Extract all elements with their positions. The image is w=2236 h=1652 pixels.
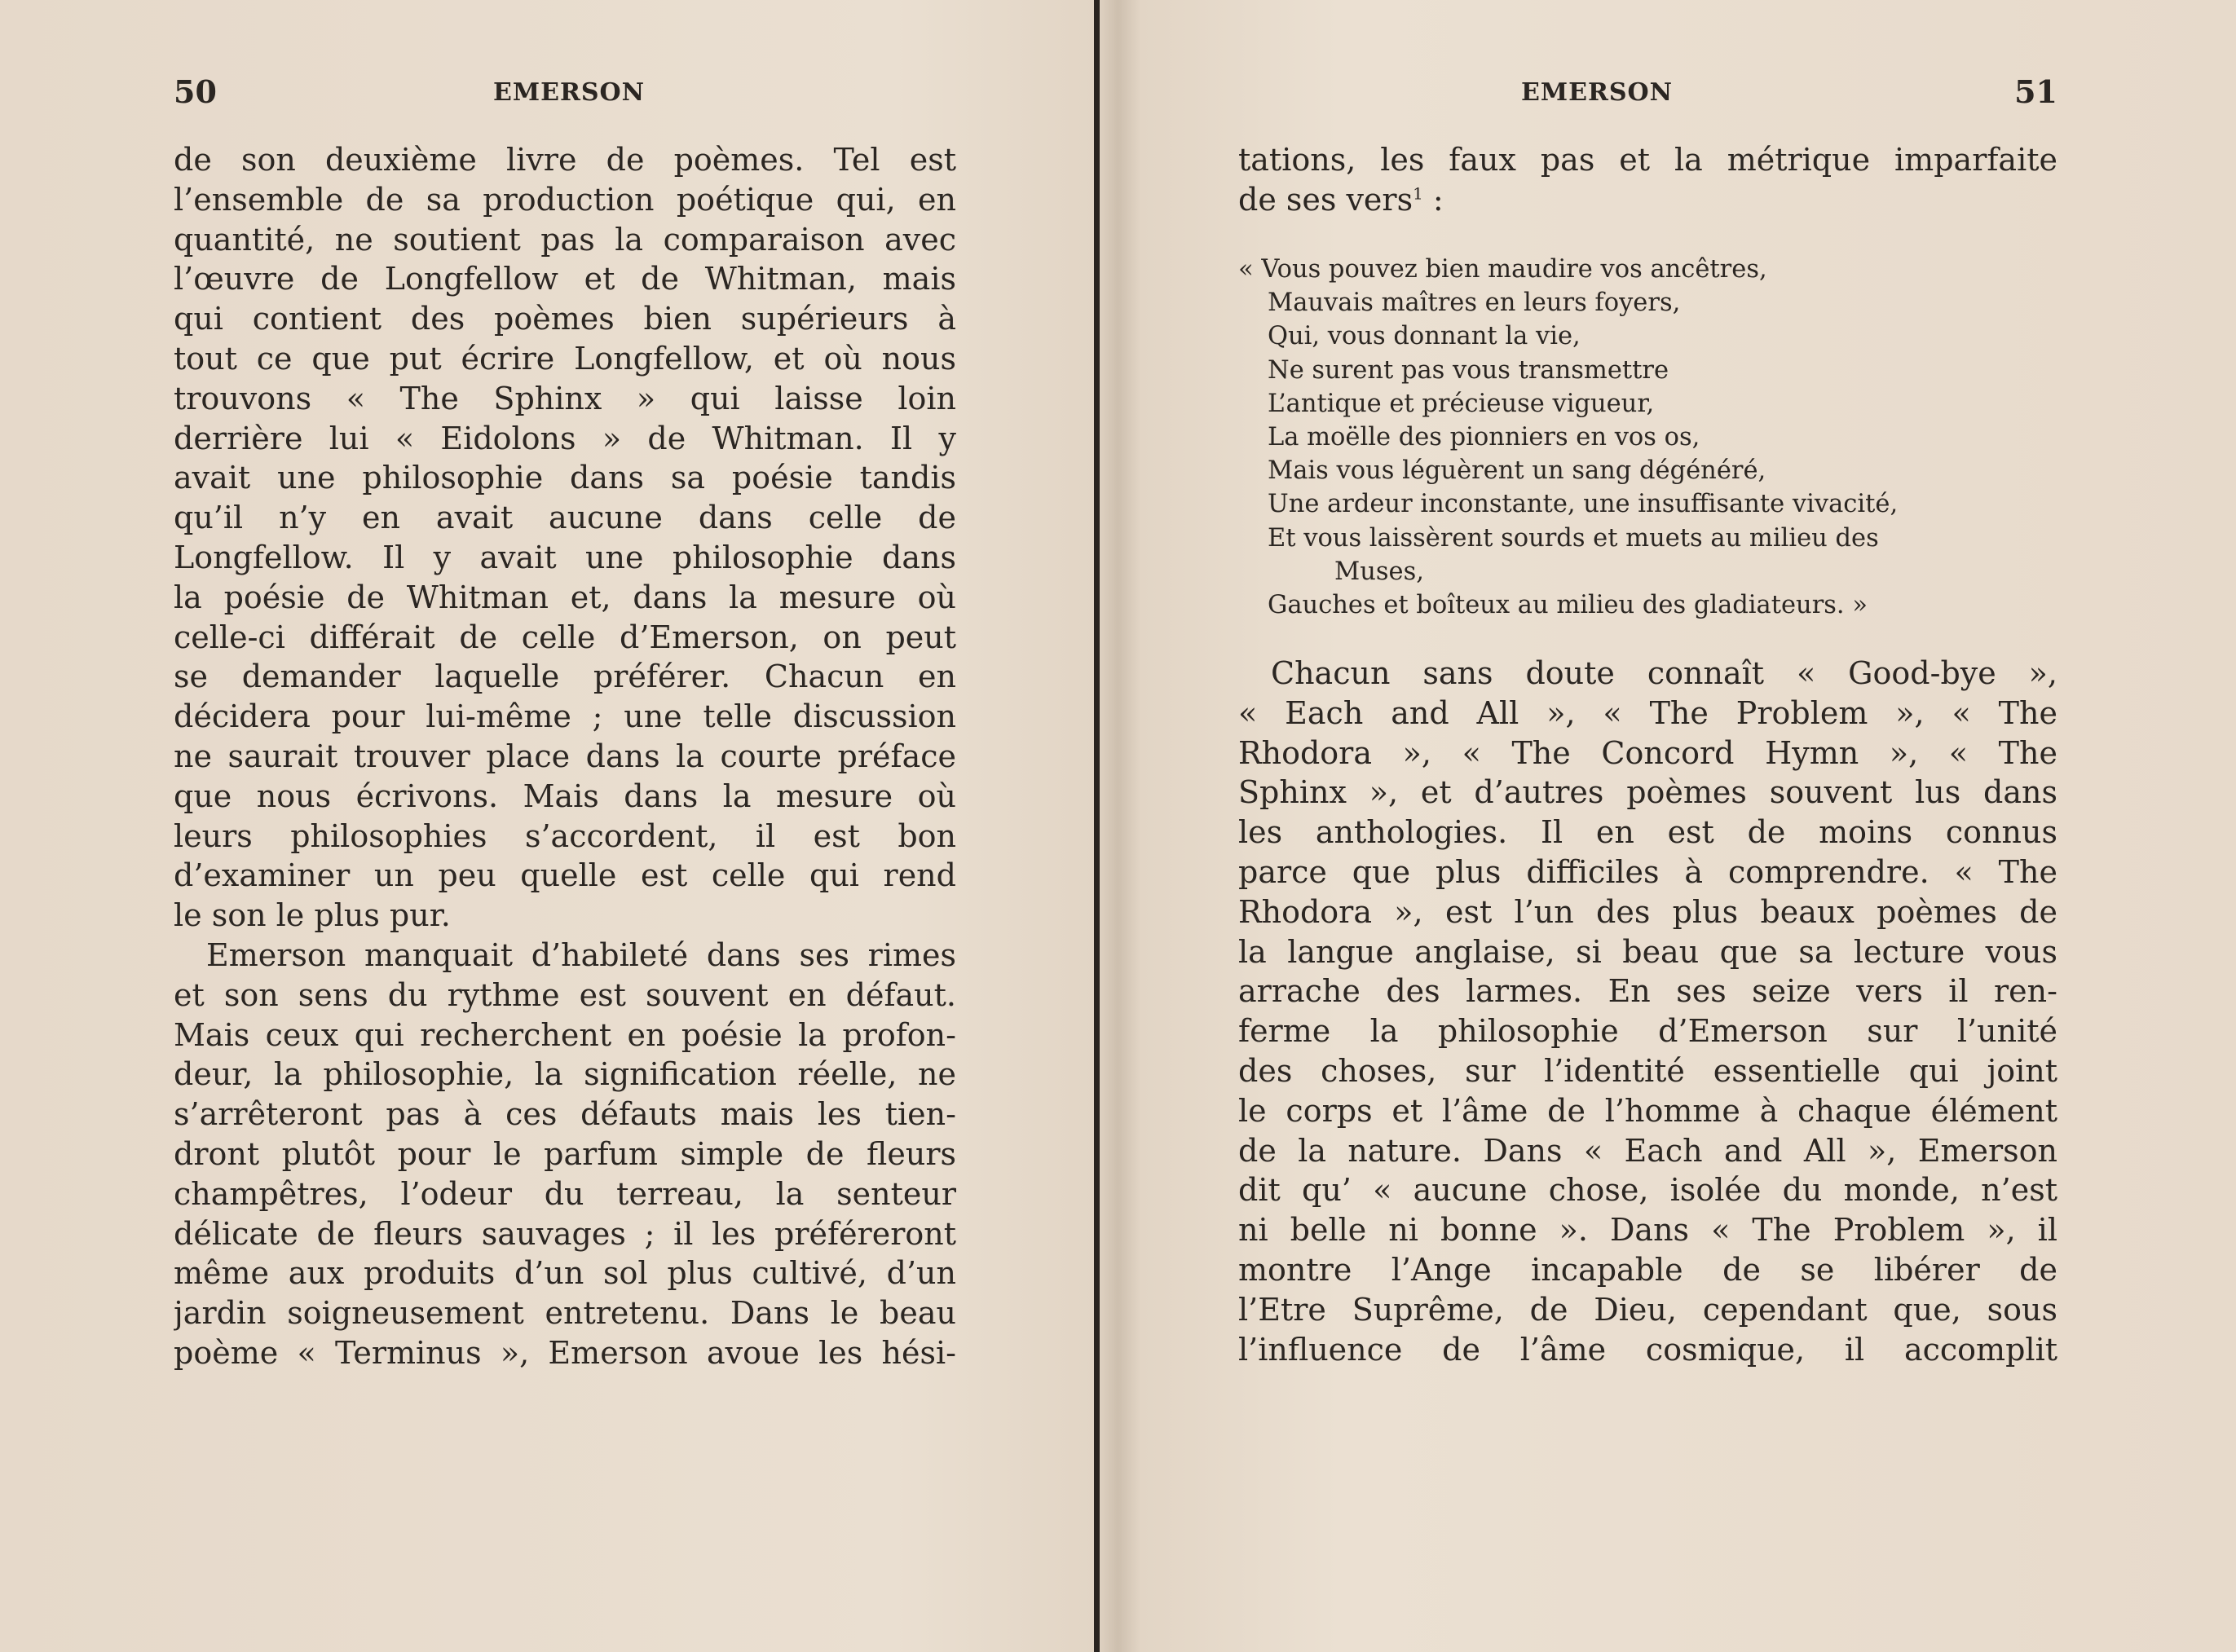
book-gutter xyxy=(1094,0,1100,1652)
text-line: l’ensemble de sa production poétique qui, en xyxy=(174,181,956,218)
verse-line: Et vous laissèrent sourds et muets au milieu des xyxy=(1268,523,1879,553)
text-line: Mais ceux qui recherchent en poésie la profon- xyxy=(174,1016,956,1053)
text-line: de la nature. Dans « Each and All », Emerson xyxy=(1238,1132,2057,1169)
verse-line: L’antique et précieuse vigueur, xyxy=(1268,389,1655,418)
running-head: EMERSON xyxy=(1521,78,1674,107)
text-line: l’influence de l’âme cosmique, il accomplit xyxy=(1238,1331,2057,1368)
verse-line: Muses, xyxy=(1334,557,1424,586)
text-line: de son deuxième livre de poèmes. Tel est xyxy=(174,142,956,178)
text-line: dront plutôt pour le parfum simple de fleurs xyxy=(174,1135,956,1172)
text-line xyxy=(1238,180,2057,220)
text-line: « Each and All », « The Problem », « The xyxy=(1238,694,2057,731)
text-line: Rhodora », est l’un des plus beaux poèmes de xyxy=(1238,893,2057,930)
text-line: que nous écrivons. Mais dans la mesure où xyxy=(174,778,956,814)
text-fragment: : xyxy=(1422,181,1444,218)
text-line: celle-ci différait de celle d’Emerson, on peut xyxy=(174,619,956,655)
left-page-text xyxy=(174,140,956,1373)
right-page-text xyxy=(1238,654,2057,1369)
text-line: la poésie de Whitman et, dans la mesure où xyxy=(174,579,956,615)
text-line: jardin soigneusement entretenu. Dans le beau xyxy=(174,1295,956,1332)
text-line: l’œuvre de Longfellow et de Whitman, mais xyxy=(174,261,956,297)
text-line: décidera pour lui-même ; une telle discussion xyxy=(174,698,956,735)
text-line: d’examiner un peu quelle est celle qui rend xyxy=(174,857,956,894)
text-line: ferme la philosophie d’Emerson sur l’unité xyxy=(1238,1013,2057,1050)
text-line: qu’il n’y en avait aucune dans celle de xyxy=(174,500,956,536)
text-line: montre l’Ange incapable de se libérer de xyxy=(1238,1251,2057,1288)
footnote-mark: 1 xyxy=(1413,183,1423,204)
text-line: Rhodora », « The Concord Hymn », « The xyxy=(1238,734,2057,771)
verse-line: Qui, vous donnant la vie, xyxy=(1268,322,1581,351)
text-line: Emerson manquait d’habileté dans ses rimes xyxy=(206,936,956,973)
right-page-header xyxy=(1238,72,2057,112)
text-line: les anthologies. Il en est de moins connus xyxy=(1238,814,2057,851)
text-line: dit qu’ « aucune chose, isolée du monde, n’est xyxy=(1238,1172,2057,1209)
text-line: Chacun sans doute connaît « Good-bye », xyxy=(1271,655,2057,691)
text-line: Longfellow. Il y avait une philosophie dans xyxy=(174,539,956,575)
text-line: champêtres, l’odeur du terreau, la senteur xyxy=(174,1175,956,1212)
text-line: même aux produits d’un sol plus cultivé, d’un xyxy=(174,1255,956,1292)
page-number: 51 xyxy=(2014,73,2057,110)
text-line: arrache des larmes. En ses seize vers il ren- xyxy=(1238,973,2057,1010)
text-line: se demander laquelle préférer. Chacun en xyxy=(174,659,956,695)
text-line: qui contient des poèmes bien supérieurs à xyxy=(174,301,956,337)
verse-quotation xyxy=(1238,253,2057,622)
text-line: la langue anglaise, si beau que sa lecture vous xyxy=(1238,933,2057,970)
text-line: le son le plus pur. xyxy=(174,897,451,934)
text-line: ne saurait trouver place dans la courte préface xyxy=(174,738,956,774)
text-line: Sphinx », et d’autres poèmes souvent lus dans xyxy=(1238,774,2057,811)
page-number: 50 xyxy=(174,73,217,110)
text-line: avait une philosophie dans sa poésie tandis xyxy=(174,460,956,496)
verse-line: La moëlle des pionniers en vos os, xyxy=(1268,422,1700,452)
text-line: tout ce que put écrire Longfellow, et où nous xyxy=(174,340,956,377)
text-line: leurs philosophies s’accordent, il est bon xyxy=(174,817,956,854)
verse-line: Mauvais maîtres en leurs foyers, xyxy=(1268,289,1681,318)
left-page-header xyxy=(174,72,956,112)
text-line: derrière lui « Eidolons » de Whitman. Il y xyxy=(174,420,956,456)
running-head: EMERSON xyxy=(493,78,646,107)
text-line: des choses, sur l’identité essentielle qui joint xyxy=(1238,1052,2057,1089)
right-page-intro xyxy=(1238,140,2057,220)
text-line: ni belle ni bonne ». Dans « The Problem », il xyxy=(1238,1212,2057,1249)
text-line: poème « Terminus », Emerson avoue les hési- xyxy=(174,1334,956,1371)
text-line: quantité, ne soutient pas la comparaison avec xyxy=(174,221,956,258)
verse-line: Une ardeur inconstante, une insuffisante vivacité, xyxy=(1268,490,1899,519)
left-page xyxy=(0,0,1094,1652)
text-line: l’Etre Suprême, de Dieu, cependant que, sous xyxy=(1238,1291,2057,1328)
text-line: le corps et l’âme de l’homme à chaque élément xyxy=(1238,1092,2057,1129)
right-page xyxy=(1100,0,2236,1652)
text-line: délicate de fleurs sauvages ; il les préféreront xyxy=(174,1215,956,1252)
verse-line: Ne surent pas vous transmettre xyxy=(1268,355,1669,385)
verse-line: Mais vous léguèrent un sang dégénéré, xyxy=(1268,456,1766,486)
text-fragment: de ses vers xyxy=(1238,181,1413,218)
text-line: parce que plus difficiles à comprendre. « The xyxy=(1238,853,2057,890)
text-line: trouvons « The Sphinx » qui laisse loin xyxy=(174,380,956,416)
text-line: tations, les faux pas et la métrique imparfaite xyxy=(1238,142,2057,178)
verse-line: « Vous pouvez bien maudire vos ancêtres, xyxy=(1238,255,1767,284)
text-line: et son sens du rythme est souvent en défaut. xyxy=(174,976,956,1013)
text-line: deur, la philosophie, la signification réelle, ne xyxy=(174,1056,956,1093)
text-line: s’arrêteront pas à ces défauts mais les tien- xyxy=(174,1096,956,1133)
verse-line: Gauches et boîteux au milieu des gladiateurs. » xyxy=(1268,590,1868,619)
